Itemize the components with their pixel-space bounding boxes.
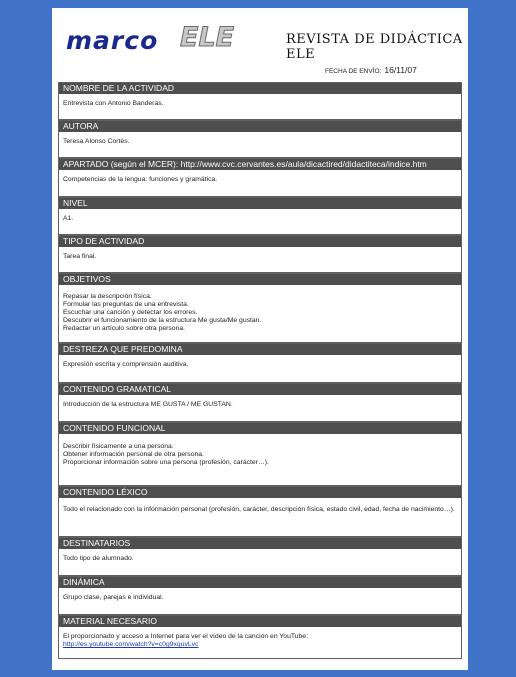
section-title: CONTENIDO GRAMATICAL [59,384,461,395]
logo-marco: marco [66,26,159,55]
date-label: FECHA DE ENVÍO: [325,68,382,75]
logo-ele: ELE [180,22,235,53]
section-text: Escuchar una canción y detectar los errores. [63,309,198,316]
activity-sheet [58,82,462,659]
section-text: A1. [63,215,74,222]
section-nombre [58,82,462,120]
section-funcional [58,422,462,486]
section-title: CONTENIDO FUNCIONAL [59,423,461,434]
section-material [58,615,462,659]
section-text: Obtener información personal de otra persona. [63,451,204,458]
section-tipo [58,235,462,273]
section-title: DESTREZA QUE PREDOMINA [59,344,461,355]
section-apartado [58,158,462,197]
section-text: Entrevista con Antonio Banderas. [63,100,164,107]
section-title: NOMBRE DE LA ACTIVIDAD [59,83,461,94]
section-text: Todo el relacionado con la información personal (profesión, carácter, descripción física, estado civil, edad, fecha de nacimiento…). [63,506,455,513]
section-text: Tarea final. [63,253,97,260]
journal-header [52,8,468,83]
document-page [52,8,468,670]
section-text: Formular las preguntas de una entrevista. [63,301,189,308]
section-text: Proporcionar información sobre una persona (profesión, carácter…). [63,459,269,466]
journal-subtitle: REVISTA DE DIDÁCTICA ELE [286,32,463,62]
section-title: DESTINATARIOS [59,538,461,549]
section-autora [58,120,462,158]
section-text: Redactar un artículo sobre otra persona. [63,325,186,332]
section-text: Todo tipo de alumnado. [63,555,134,562]
section-title: AUTORA [59,121,461,132]
youtube-link[interactable]: http://es.youtube.com/watch?v=c0g9xquvLvc [63,641,199,648]
section-dinamica [58,576,462,615]
submission-date [325,65,417,75]
section-destinatarios [58,537,462,576]
section-title: OBJETIVOS [59,274,461,285]
section-gramatical [58,383,462,422]
section-objetivos [58,273,462,343]
section-text: Descubrir el funcionamiento de la estructura Me gusta/Me gustan. [63,317,262,324]
section-title: CONTENIDO LÉXICO [59,487,461,498]
section-title: APARTADO (según el MCER): http://www.cvc.cervantes.es/aula/dicactired/didactiteca/indice.htm [59,159,461,170]
section-text: Introducción de la estructura ME GUSTA / ME GUSTAN. [63,401,233,408]
section-text: El proporcionado y acceso a Internet para ver el vídeo de la canción en YouTube: [63,633,308,640]
section-lexico [58,486,462,537]
section-text: Expresión escrita y comprensión auditiva. [63,361,189,368]
section-text: Repasar la descripción física. [63,293,152,300]
section-text: Grupo clase, parejas e individual. [63,594,164,601]
section-text: Teresa Alonso Cortés. [63,138,130,145]
section-nivel [58,197,462,235]
section-title: MATERIAL NECESARIO [59,616,461,627]
section-title: NIVEL [59,198,461,209]
section-title: DINÁMICA [59,577,461,588]
section-text: Describir físicamente a una persona. [63,443,174,450]
date-value: 16/11/07 [384,65,417,75]
section-title: TIPO DE ACTIVIDAD [59,236,461,247]
section-text: Competencias de la lengua: funciones y gramática. [63,176,218,183]
section-destreza [58,343,462,383]
